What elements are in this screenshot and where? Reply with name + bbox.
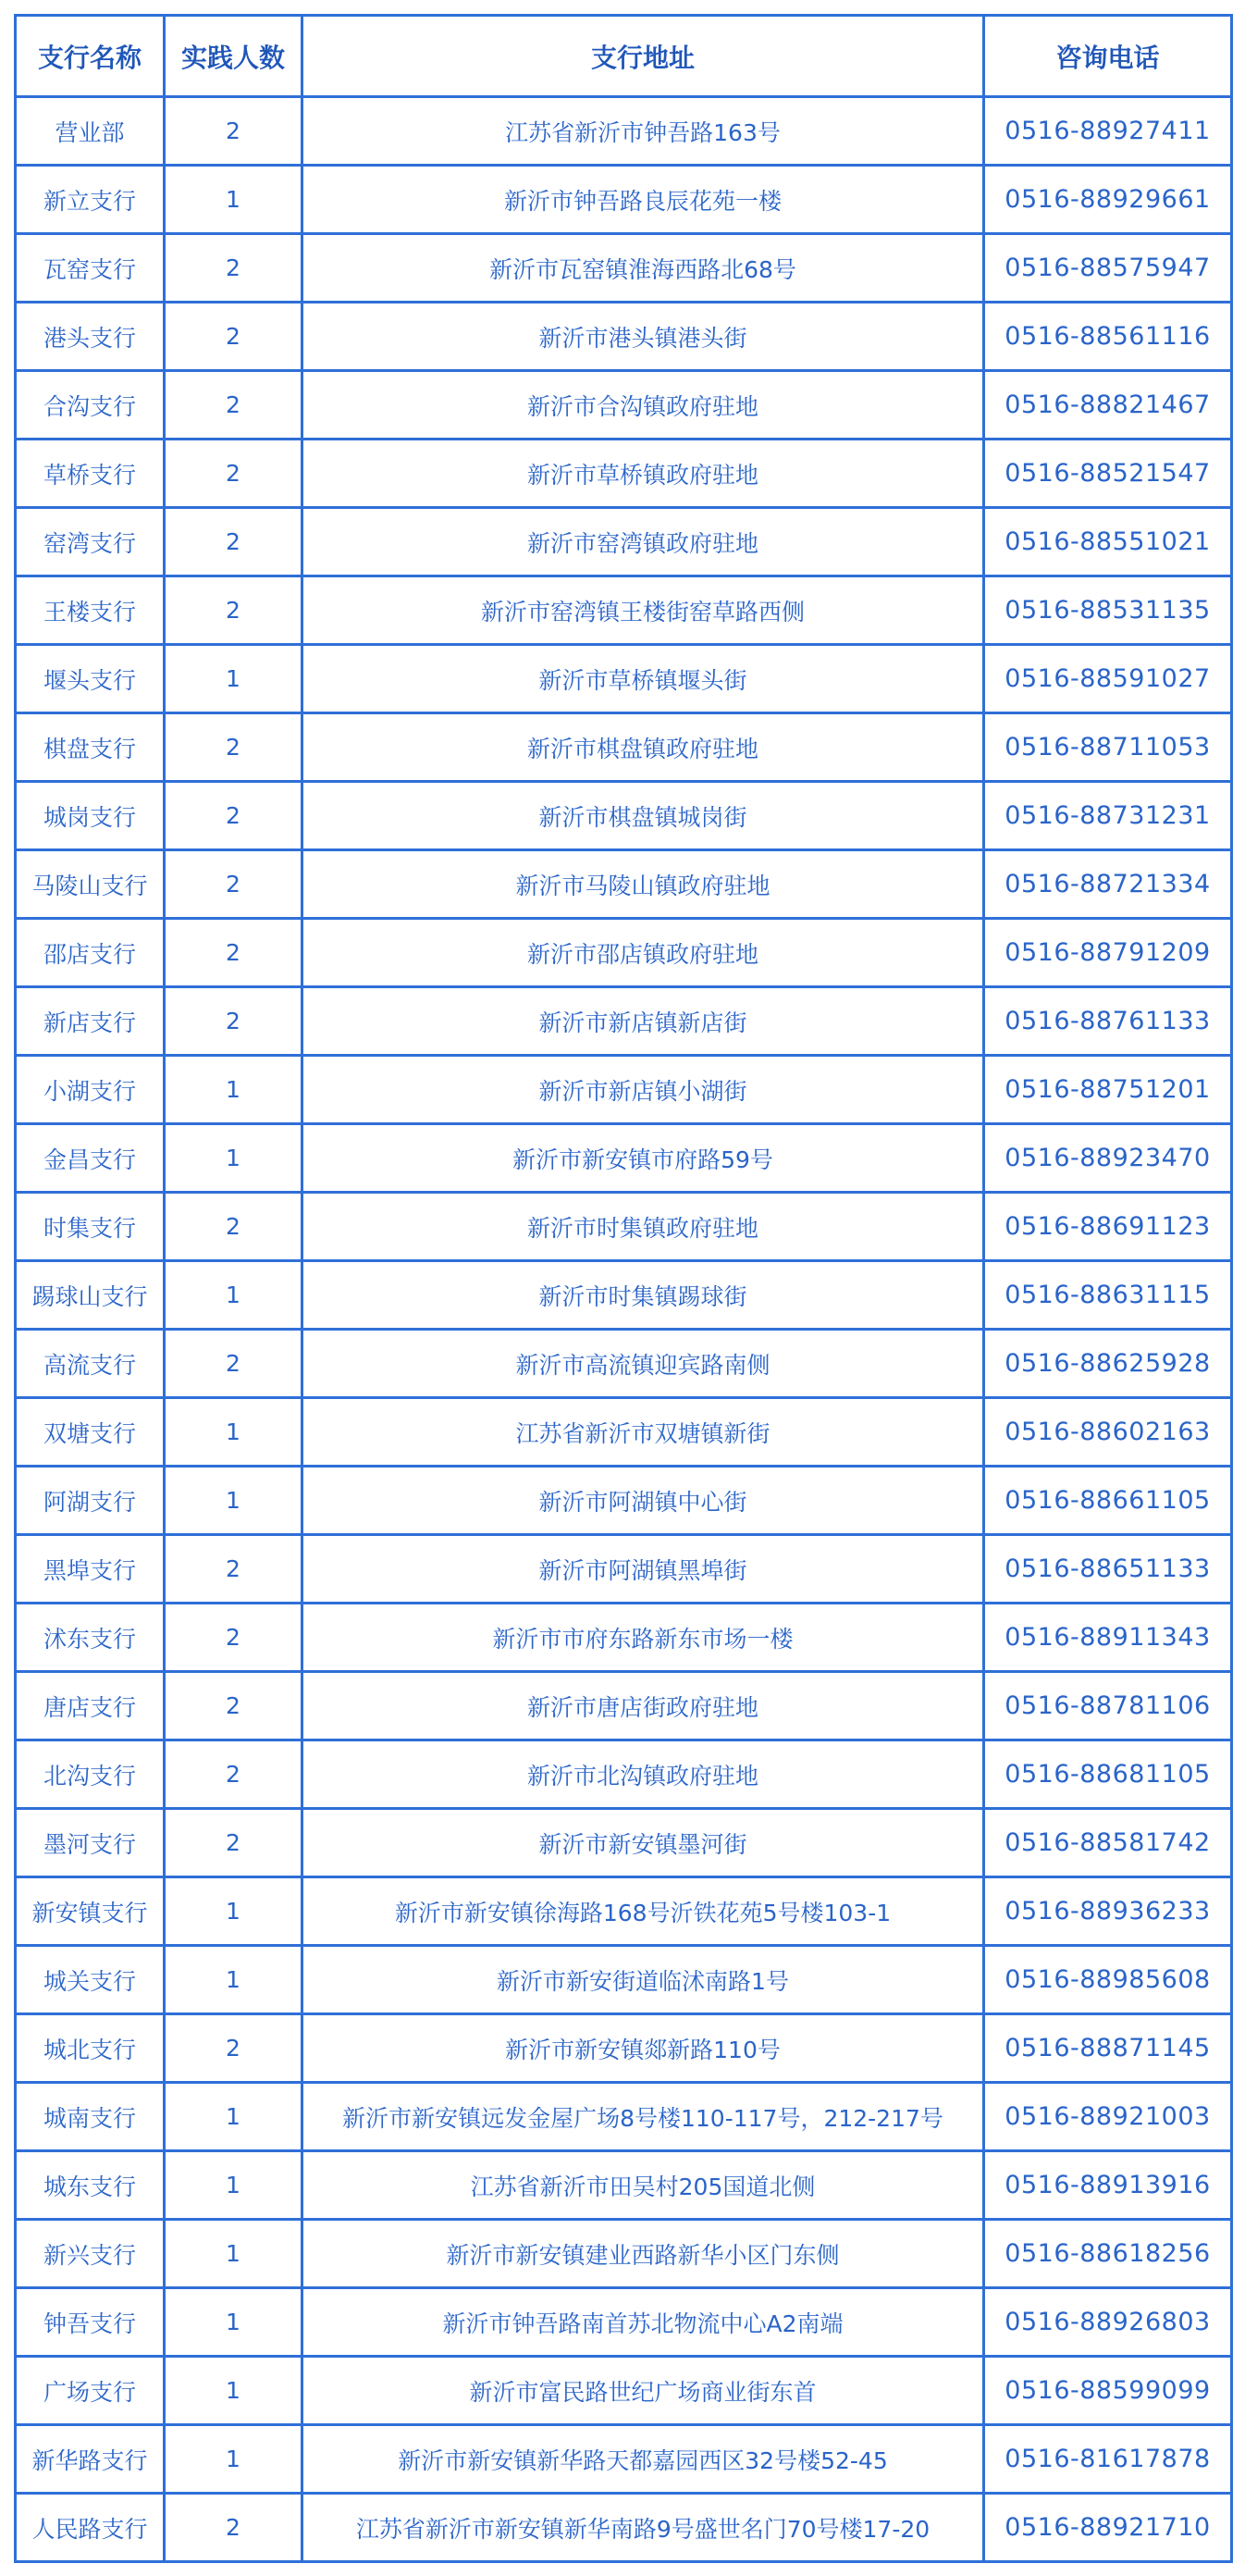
branch-name-cell: 新兴支行 (16, 2220, 165, 2288)
branch-name-cell: 新店支行 (16, 987, 165, 1056)
consult-phone-cell: 0516-88781106 (984, 1672, 1232, 1740)
table-row (16, 97, 1232, 166)
branch-address-cell: 新沂市棋盘镇政府驻地 (302, 713, 984, 782)
table-row (16, 303, 1232, 371)
consult-phone-cell: 0516-88711053 (984, 713, 1232, 782)
branch-table-container (14, 14, 1230, 2563)
branch-address-cell: 新沂市窑湾镇王楼街窑草路西侧 (302, 576, 984, 645)
consult-phone-cell: 0516-88821467 (984, 371, 1232, 440)
consult-phone-cell: 0516-81617878 (984, 2425, 1232, 2494)
branch-name-cell: 城东支行 (16, 2151, 165, 2220)
consult-phone-cell: 0516-88618256 (984, 2220, 1232, 2288)
practice-count-cell: 2 (165, 440, 302, 508)
branch-name-cell: 广场支行 (16, 2357, 165, 2425)
branch-address-cell: 新沂市钟吾路南首苏北物流中心A2南端 (302, 2288, 984, 2357)
table-row (16, 782, 1232, 850)
branch-address-cell: 新沂市新安镇远发金屋广场8号楼110-117号，212-217号 (302, 2083, 984, 2151)
branch-name-cell: 合沟支行 (16, 371, 165, 440)
branch-address-cell: 新沂市市府东路新东市场一楼 (302, 1604, 984, 1672)
branch-table (14, 14, 1233, 2563)
practice-count-cell: 2 (165, 1672, 302, 1740)
branch-name-cell: 沭东支行 (16, 1604, 165, 1672)
practice-count-cell: 2 (165, 1604, 302, 1672)
consult-phone-cell: 0516-88625928 (984, 1330, 1232, 1398)
table-row (16, 850, 1232, 919)
branch-address-cell: 新沂市新安镇徐海路168号沂铁花苑5号楼103-1 (302, 1877, 984, 1946)
branch-name-cell: 小湖支行 (16, 1056, 165, 1124)
consult-phone-cell: 0516-88913916 (984, 2151, 1232, 2220)
branch-name-cell: 阿湖支行 (16, 1467, 165, 1535)
table-row (16, 1809, 1232, 1877)
practice-count-cell: 2 (165, 782, 302, 850)
branch-name-cell: 金昌支行 (16, 1124, 165, 1193)
table-row (16, 1056, 1232, 1124)
table-row (16, 2288, 1232, 2357)
branch-address-cell: 新沂市钟吾路良辰花苑一楼 (302, 166, 984, 234)
table-row (16, 1467, 1232, 1535)
practice-count-cell: 1 (165, 1056, 302, 1124)
branch-name-cell: 唐店支行 (16, 1672, 165, 1740)
practice-count-cell: 2 (165, 303, 302, 371)
practice-count-cell: 1 (165, 2425, 302, 2494)
practice-count-cell: 2 (165, 987, 302, 1056)
branch-name-cell: 堰头支行 (16, 645, 165, 713)
practice-count-cell: 2 (165, 713, 302, 782)
practice-count-cell: 2 (165, 234, 302, 303)
practice-count-cell: 1 (165, 166, 302, 234)
branch-name-cell: 时集支行 (16, 1193, 165, 1261)
consult-phone-cell: 0516-88661105 (984, 1467, 1232, 1535)
branch-address-cell: 新沂市富民路世纪广场商业街东首 (302, 2357, 984, 2425)
practice-count-cell: 1 (165, 1946, 302, 2014)
branch-name-cell: 邵店支行 (16, 919, 165, 987)
branch-address-cell: 新沂市阿湖镇中心街 (302, 1467, 984, 1535)
consult-phone-cell: 0516-88929661 (984, 166, 1232, 234)
branch-address-cell: 新沂市瓦窑镇淮海西路北68号 (302, 234, 984, 303)
consult-phone-cell: 0516-88927411 (984, 97, 1232, 166)
branch-address-cell: 新沂市高流镇迎宾路南侧 (302, 1330, 984, 1398)
branch-name-cell: 草桥支行 (16, 440, 165, 508)
consult-phone-cell: 0516-88575947 (984, 234, 1232, 303)
practice-count-cell: 1 (165, 1124, 302, 1193)
practice-count-cell: 1 (165, 645, 302, 713)
branch-name-cell: 人民路支行 (16, 2494, 165, 2562)
table-body (16, 97, 1232, 2562)
header-branch-address: 支行地址 (302, 16, 984, 97)
branch-address-cell: 新沂市新店镇小湖街 (302, 1056, 984, 1124)
table-row (16, 440, 1232, 508)
table-row (16, 2014, 1232, 2083)
table-header-row (16, 16, 1232, 97)
branch-name-cell: 城南支行 (16, 2083, 165, 2151)
consult-phone-cell: 0516-88936233 (984, 1877, 1232, 1946)
branch-address-cell: 新沂市港头镇港头街 (302, 303, 984, 371)
consult-phone-cell: 0516-88926803 (984, 2288, 1232, 2357)
table-row (16, 1740, 1232, 1809)
consult-phone-cell: 0516-88591027 (984, 645, 1232, 713)
consult-phone-cell: 0516-88923470 (984, 1124, 1232, 1193)
table-row (16, 1124, 1232, 1193)
consult-phone-cell: 0516-88731231 (984, 782, 1232, 850)
branch-address-cell: 新沂市马陵山镇政府驻地 (302, 850, 984, 919)
branch-name-cell: 窑湾支行 (16, 508, 165, 576)
header-consult-phone: 咨询电话 (984, 16, 1232, 97)
branch-address-cell: 新沂市新安镇新华路天都嘉园西区32号楼52-45 (302, 2425, 984, 2494)
practice-count-cell: 2 (165, 576, 302, 645)
table-row (16, 2357, 1232, 2425)
branch-name-cell: 城关支行 (16, 1946, 165, 2014)
table-row (16, 1535, 1232, 1604)
table-row (16, 166, 1232, 234)
table-row (16, 2494, 1232, 2562)
branch-address-cell: 新沂市新安镇市府路59号 (302, 1124, 984, 1193)
consult-phone-cell: 0516-88599099 (984, 2357, 1232, 2425)
practice-count-cell: 2 (165, 1535, 302, 1604)
branch-address-cell: 新沂市阿湖镇黑埠街 (302, 1535, 984, 1604)
practice-count-cell: 1 (165, 2151, 302, 2220)
branch-name-cell: 城岗支行 (16, 782, 165, 850)
table-row (16, 1946, 1232, 2014)
consult-phone-cell: 0516-88721334 (984, 850, 1232, 919)
practice-count-cell: 1 (165, 2288, 302, 2357)
consult-phone-cell: 0516-88681105 (984, 1740, 1232, 1809)
branch-name-cell: 新安镇支行 (16, 1877, 165, 1946)
branch-address-cell: 江苏省新沂市新安镇新华南路9号盛世名门70号楼17-20 (302, 2494, 984, 2562)
practice-count-cell: 2 (165, 97, 302, 166)
table-row (16, 1193, 1232, 1261)
table-row (16, 234, 1232, 303)
branch-address-cell: 新沂市新安街道临沭南路1号 (302, 1946, 984, 2014)
practice-count-cell: 2 (165, 508, 302, 576)
branch-address-cell: 新沂市新安镇建业西路新华小区门东侧 (302, 2220, 984, 2288)
branch-name-cell: 墨河支行 (16, 1809, 165, 1877)
consult-phone-cell: 0516-88521547 (984, 440, 1232, 508)
branch-name-cell: 新华路支行 (16, 2425, 165, 2494)
branch-address-cell: 新沂市棋盘镇城岗街 (302, 782, 984, 850)
branch-address-cell: 新沂市合沟镇政府驻地 (302, 371, 984, 440)
table-row (16, 713, 1232, 782)
consult-phone-cell: 0516-88791209 (984, 919, 1232, 987)
practice-count-cell: 1 (165, 2083, 302, 2151)
practice-count-cell: 1 (165, 2220, 302, 2288)
branch-address-cell: 新沂市北沟镇政府驻地 (302, 1740, 984, 1809)
branch-name-cell: 马陵山支行 (16, 850, 165, 919)
branch-name-cell: 棋盘支行 (16, 713, 165, 782)
branch-name-cell: 城北支行 (16, 2014, 165, 2083)
practice-count-cell: 2 (165, 919, 302, 987)
branch-name-cell: 港头支行 (16, 303, 165, 371)
consult-phone-cell: 0516-88921003 (984, 2083, 1232, 2151)
branch-name-cell: 王楼支行 (16, 576, 165, 645)
practice-count-cell: 2 (165, 1330, 302, 1398)
branch-address-cell: 江苏省新沂市钟吾路163号 (302, 97, 984, 166)
table-row (16, 1330, 1232, 1398)
consult-phone-cell: 0516-88751201 (984, 1056, 1232, 1124)
practice-count-cell: 2 (165, 1809, 302, 1877)
branch-name-cell: 钟吾支行 (16, 2288, 165, 2357)
branch-name-cell: 瓦窑支行 (16, 234, 165, 303)
branch-name-cell: 黑埠支行 (16, 1535, 165, 1604)
table-row (16, 2083, 1232, 2151)
practice-count-cell: 1 (165, 1261, 302, 1330)
table-row (16, 1261, 1232, 1330)
practice-count-cell: 2 (165, 2494, 302, 2562)
practice-count-cell: 2 (165, 1740, 302, 1809)
branch-address-cell: 新沂市新安镇墨河街 (302, 1809, 984, 1877)
branch-name-cell: 营业部 (16, 97, 165, 166)
consult-phone-cell: 0516-88651133 (984, 1535, 1232, 1604)
table-row (16, 371, 1232, 440)
branch-address-cell: 新沂市时集镇政府驻地 (302, 1193, 984, 1261)
branch-address-cell: 新沂市新安镇郯新路110号 (302, 2014, 984, 2083)
consult-phone-cell: 0516-88911343 (984, 1604, 1232, 1672)
table-row (16, 919, 1232, 987)
consult-phone-cell: 0516-88602163 (984, 1398, 1232, 1467)
branch-name-cell: 踢球山支行 (16, 1261, 165, 1330)
branch-name-cell: 北沟支行 (16, 1740, 165, 1809)
practice-count-cell: 1 (165, 1467, 302, 1535)
practice-count-cell: 1 (165, 2357, 302, 2425)
table-row (16, 576, 1232, 645)
consult-phone-cell: 0516-88761133 (984, 987, 1232, 1056)
header-practice-count: 实践人数 (165, 16, 302, 97)
consult-phone-cell: 0516-88551021 (984, 508, 1232, 576)
table-row (16, 1877, 1232, 1946)
table-row (16, 2425, 1232, 2494)
consult-phone-cell: 0516-88631115 (984, 1261, 1232, 1330)
branch-address-cell: 新沂市新店镇新店街 (302, 987, 984, 1056)
practice-count-cell: 2 (165, 850, 302, 919)
table-row (16, 1672, 1232, 1740)
table-row (16, 987, 1232, 1056)
table-row (16, 508, 1232, 576)
consult-phone-cell: 0516-88921710 (984, 2494, 1232, 2562)
practice-count-cell: 2 (165, 2014, 302, 2083)
consult-phone-cell: 0516-88985608 (984, 1946, 1232, 2014)
branch-address-cell: 新沂市时集镇踢球街 (302, 1261, 984, 1330)
header-branch-name: 支行名称 (16, 16, 165, 97)
practice-count-cell: 2 (165, 1193, 302, 1261)
table-row (16, 645, 1232, 713)
consult-phone-cell: 0516-88561116 (984, 303, 1232, 371)
branch-address-cell: 新沂市窑湾镇政府驻地 (302, 508, 984, 576)
consult-phone-cell: 0516-88691123 (984, 1193, 1232, 1261)
practice-count-cell: 1 (165, 1877, 302, 1946)
table-row (16, 2220, 1232, 2288)
branch-address-cell: 新沂市草桥镇堰头街 (302, 645, 984, 713)
branch-address-cell: 江苏省新沂市田吴村205国道北侧 (302, 2151, 984, 2220)
consult-phone-cell: 0516-88531135 (984, 576, 1232, 645)
table-row (16, 1604, 1232, 1672)
table-row (16, 1398, 1232, 1467)
branch-name-cell: 高流支行 (16, 1330, 165, 1398)
practice-count-cell: 1 (165, 1398, 302, 1467)
branch-name-cell: 新立支行 (16, 166, 165, 234)
branch-address-cell: 新沂市草桥镇政府驻地 (302, 440, 984, 508)
consult-phone-cell: 0516-88581742 (984, 1809, 1232, 1877)
practice-count-cell: 2 (165, 371, 302, 440)
branch-address-cell: 新沂市唐店街政府驻地 (302, 1672, 984, 1740)
branch-address-cell: 江苏省新沂市双塘镇新街 (302, 1398, 984, 1467)
branch-address-cell: 新沂市邵店镇政府驻地 (302, 919, 984, 987)
branch-name-cell: 双塘支行 (16, 1398, 165, 1467)
consult-phone-cell: 0516-88871145 (984, 2014, 1232, 2083)
table-row (16, 2151, 1232, 2220)
